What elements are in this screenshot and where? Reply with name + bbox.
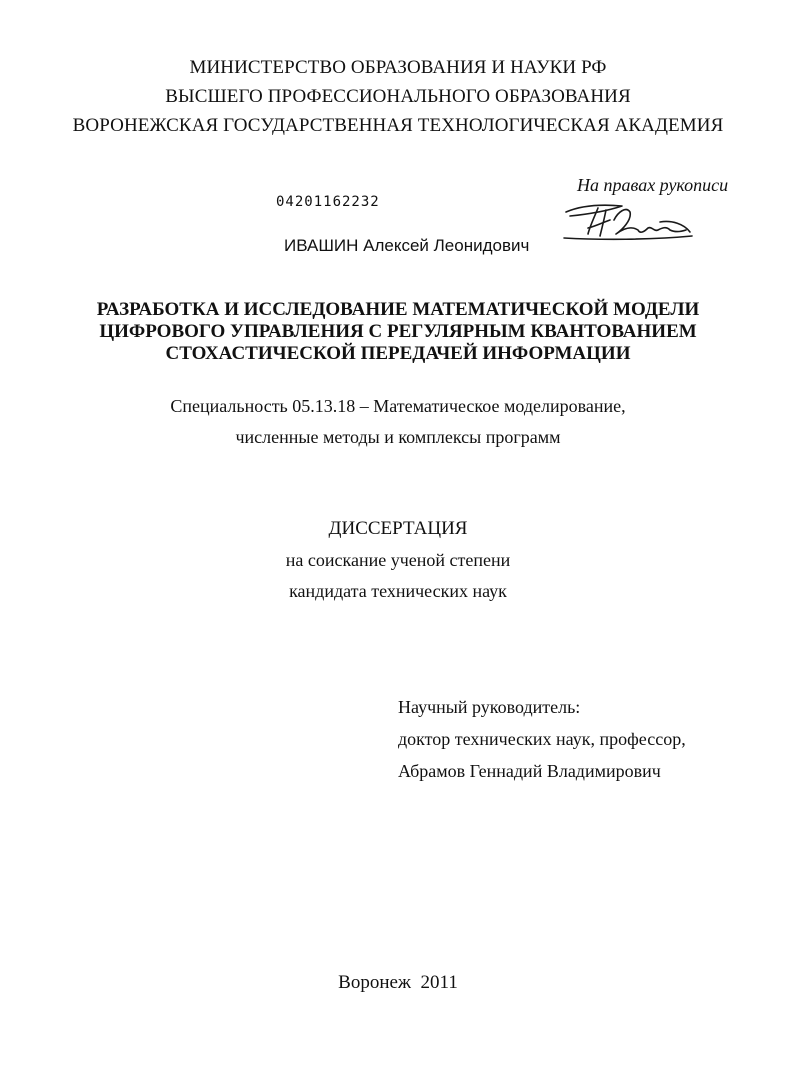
work-type-purpose: на соискание ученой степени [285,550,511,570]
dissertation-title-line-1: РАЗРАБОТКА И ИССЛЕДОВАНИЕ МАТЕМАТИЧЕСКОЙ МОДЕЛИ [96,299,700,320]
registration-code: 04201162232 [276,194,380,210]
dissertation-title-line-3: СТОХАСТИЧЕСКОЙ ПЕРЕДАЧЕЙ ИНФОРМАЦИИ [165,343,631,364]
supervisor-credentials: доктор технических наук, профессор, [398,729,686,749]
academy-line: ВОРОНЕЖСКАЯ ГОСУДАРСТВЕННАЯ ТЕХНОЛОГИЧЕСКАЯ АКАДЕМИЯ [72,115,724,136]
supervisor-role: Научный руководитель: [398,697,581,717]
work-type-label: ДИССЕРТАЦИЯ [328,518,468,539]
manuscript-note: На правах рукописи [577,175,729,195]
supervisor-name: Абрамов Геннадий Владимирович [398,761,661,781]
specialty-line-1: Специальность 05.13.18 – Математическое моделирование, [170,396,626,416]
city-year: Воронеж 2011 [338,972,458,993]
work-type-degree: кандидата технических наук [289,581,507,601]
ministry-line: МИНИСТЕРСТВО ОБРАЗОВАНИЯ И НАУКИ РФ [189,57,607,78]
author-signature [560,198,700,246]
dissertation-title-line-2: ЦИФРОВОГО УПРАВЛЕНИЯ С РЕГУЛЯРНЫМ КВАНТОВАНИЕМ [99,321,697,342]
author-name: ИВАШИН Алексей Леонидович [284,236,530,255]
education-level-line: ВЫСШЕГО ПРОФЕССИОНАЛЬНОГО ОБРАЗОВАНИЯ [165,86,631,107]
specialty-line-2: численные методы и комплексы программ [235,427,561,447]
